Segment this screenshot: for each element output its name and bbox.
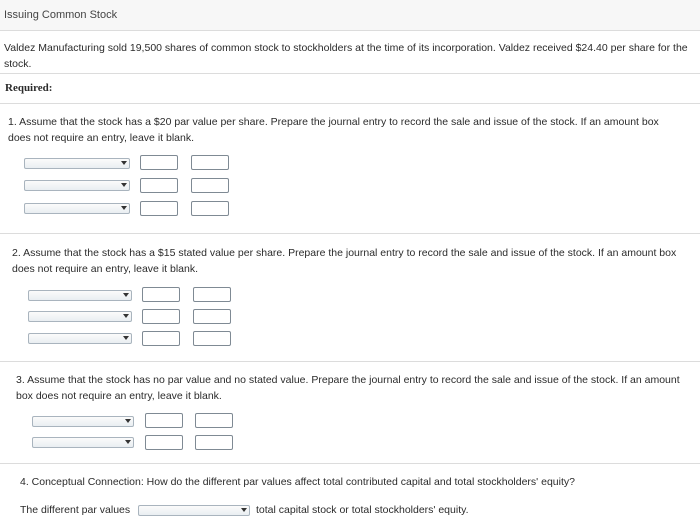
q1-debit-input-3[interactable] bbox=[140, 201, 178, 216]
q1-debit-input-1[interactable] bbox=[140, 155, 178, 170]
q3-debit-input-2[interactable] bbox=[145, 435, 183, 450]
q1-credit-input-3[interactable] bbox=[191, 201, 229, 216]
chevron-down-icon bbox=[241, 508, 247, 512]
question-2-text: 2. Assume that the stock has a $15 stated value per share. Prepare the journal entry to record the sale and issue of the stock. If an amount box does not require an entry, leave it blank. bbox=[12, 247, 677, 275]
chevron-down-icon bbox=[123, 314, 129, 318]
q1-debit-input-2[interactable] bbox=[140, 178, 178, 193]
q1-credit-input-1[interactable] bbox=[191, 155, 229, 170]
divider bbox=[0, 361, 700, 362]
chevron-down-icon bbox=[121, 206, 127, 210]
q2-credit-input-1[interactable] bbox=[193, 287, 231, 302]
chevron-down-icon bbox=[125, 440, 131, 444]
q2-account-dropdown-2[interactable] bbox=[28, 311, 132, 322]
question-3-text: 3. Assume that the stock has no par value and no stated value. Prepare the journal entry to record the sale and issue of the stock. If an amount box does not require an entry, leave it blank. bbox=[16, 374, 680, 402]
chevron-down-icon bbox=[121, 161, 127, 165]
q2-credit-input-2[interactable] bbox=[193, 309, 231, 324]
q2-account-dropdown-3[interactable] bbox=[28, 333, 132, 344]
divider bbox=[0, 103, 700, 104]
chevron-down-icon bbox=[125, 419, 131, 423]
q1-account-dropdown-2[interactable] bbox=[24, 180, 130, 191]
chevron-down-icon bbox=[121, 183, 127, 187]
q2-credit-input-3[interactable] bbox=[193, 331, 231, 346]
divider bbox=[0, 233, 700, 234]
q4-sentence-prefix: The different par values bbox=[20, 504, 131, 516]
required-label: Required: bbox=[5, 82, 53, 94]
problem-intro: Valdez Manufacturing sold 19,500 shares of common stock to stockholders at the time of its incorporation. Valdez received $24.40 per share for the stock. bbox=[4, 42, 688, 70]
question-1-text: 1. Assume that the stock has a $20 par value per share. Prepare the journal entry to record the sale and issue of the stock. If an amount box does not require an entry, leave it blank. bbox=[8, 116, 659, 144]
page-title: Issuing Common Stock bbox=[4, 9, 118, 21]
q4-effect-dropdown[interactable] bbox=[138, 505, 250, 516]
q4-sentence-suffix: total capital stock or total stockholders' equity. bbox=[256, 504, 469, 516]
q2-debit-input-2[interactable] bbox=[142, 309, 180, 324]
q3-debit-input-1[interactable] bbox=[145, 413, 183, 428]
chevron-down-icon bbox=[123, 293, 129, 297]
q3-credit-input-1[interactable] bbox=[195, 413, 233, 428]
q3-account-dropdown-1[interactable] bbox=[32, 416, 134, 427]
question-4-text: 4. Conceptual Connection: How do the different par values affect total contributed capital and total stockholders' equity? bbox=[20, 476, 575, 488]
q1-account-dropdown-3[interactable] bbox=[24, 203, 130, 214]
chevron-down-icon bbox=[123, 336, 129, 340]
q2-debit-input-3[interactable] bbox=[142, 331, 180, 346]
q1-account-dropdown-1[interactable] bbox=[24, 158, 130, 169]
q2-account-dropdown-1[interactable] bbox=[28, 290, 132, 301]
q3-credit-input-2[interactable] bbox=[195, 435, 233, 450]
divider bbox=[0, 73, 700, 74]
q1-credit-input-2[interactable] bbox=[191, 178, 229, 193]
q2-debit-input-1[interactable] bbox=[142, 287, 180, 302]
divider bbox=[0, 463, 700, 464]
q3-account-dropdown-2[interactable] bbox=[32, 437, 134, 448]
